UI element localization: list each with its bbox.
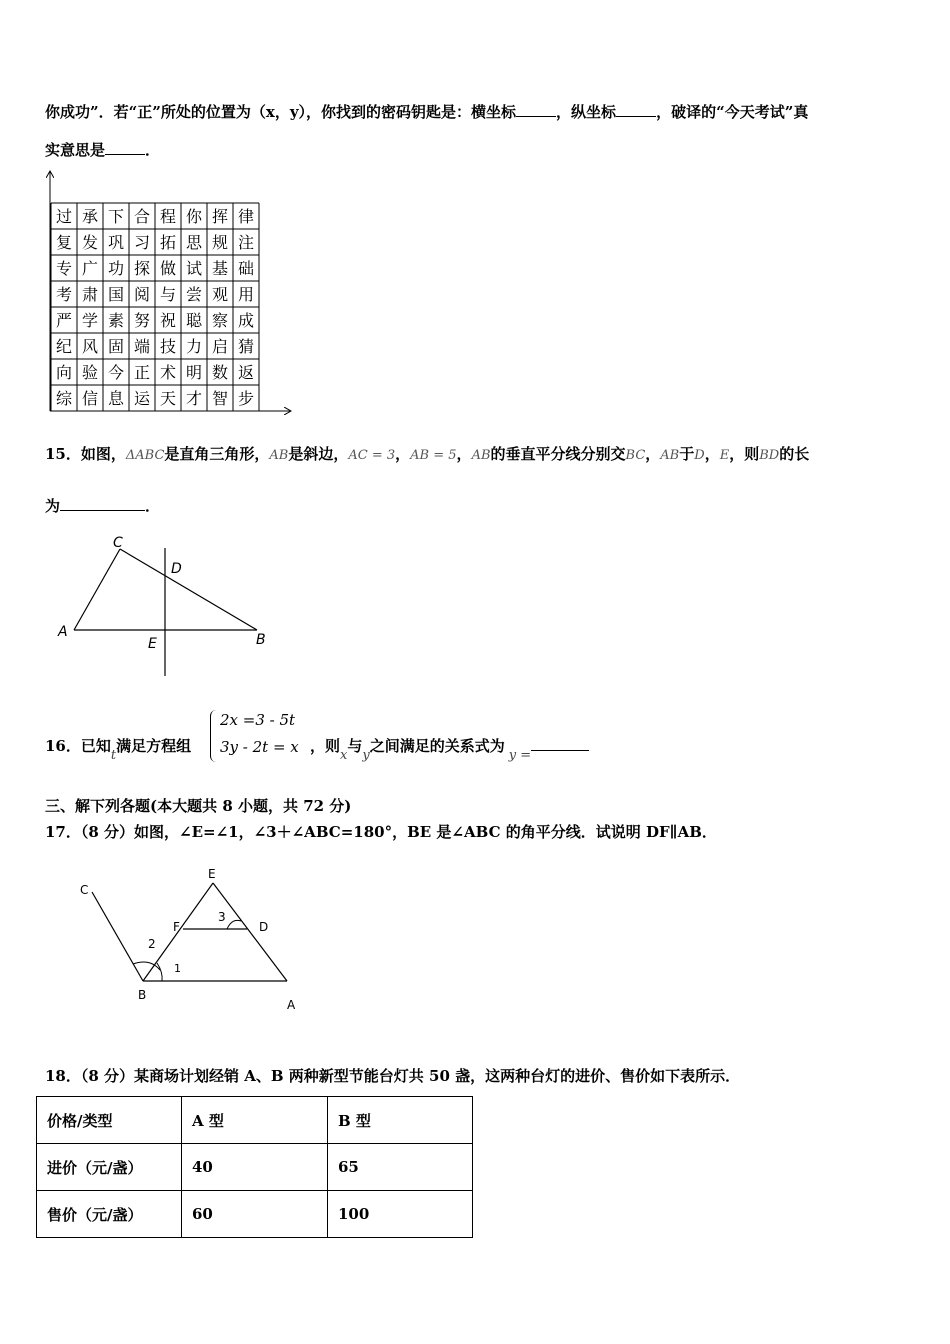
q16-var-y: y — [362, 748, 370, 763]
line-ea — [213, 883, 287, 981]
grid-cell-character: 发 — [81, 233, 99, 252]
q16-prefix: 16．已知 — [45, 737, 111, 755]
grid-cell-character: 合 — [133, 207, 151, 226]
grid-cell-character: 技 — [159, 337, 177, 356]
grid-cell-character: 固 — [107, 337, 125, 356]
header-b: B 型 — [328, 1097, 473, 1144]
grid-cell-character: 律 — [237, 207, 255, 226]
row-label: 进价（元/盏） — [37, 1144, 182, 1191]
grid-cell-character: 明 — [185, 363, 203, 382]
q14-character-grid — [40, 168, 300, 418]
grid-cell-character: 尝 — [185, 285, 203, 304]
q15-e: E — [719, 448, 730, 463]
header-a: A 型 — [182, 1097, 328, 1144]
grid-cell-character: 考 — [55, 285, 73, 304]
grid-cell-character: 础 — [237, 259, 255, 278]
grid-cell-character: 探 — [133, 259, 151, 278]
grid-cell-character: 注 — [237, 233, 255, 252]
cell-a: 40 — [182, 1144, 328, 1191]
side-cb — [120, 549, 257, 630]
grid-cell-character: 智 — [211, 389, 229, 408]
grid-cell-character: 肃 — [81, 285, 99, 304]
grid-cell-character: 功 — [107, 259, 125, 278]
grid-cell-character: 正 — [133, 363, 151, 382]
q16-var-x: x — [340, 748, 348, 763]
grid-cell-character: 下 — [107, 207, 125, 226]
q16-eq1: 2x =3 - 5t — [220, 711, 296, 729]
q15-bc: BC — [625, 448, 646, 463]
q17-text: 17．（8 分）如图，∠E=∠1，∠3＋∠ABC=180°，BE 是∠ABC 的角平分线．试说明 DF∥AB． — [45, 823, 717, 841]
q16-var-t: t — [110, 748, 117, 763]
q16-rel: 之间满足的关系式为 — [369, 737, 505, 755]
q16-brace — [210, 710, 219, 762]
label-a: A — [58, 624, 68, 640]
grid-cell-character: 观 — [211, 285, 229, 304]
q15-text6: 的长 — [779, 445, 810, 463]
label-c: C — [80, 883, 89, 897]
q15-ab5: AB = 5 — [410, 448, 457, 463]
q16-mid: 满足方程组 — [116, 737, 192, 755]
grid-cell-character: 过 — [55, 207, 73, 226]
table-header-row — [37, 1097, 473, 1144]
grid-cell-character: 步 — [237, 389, 255, 408]
q17-figure — [70, 862, 320, 1022]
grid-cell-character: 拓 — [159, 233, 177, 252]
label-e: E — [148, 636, 157, 652]
grid-cell-character: 做 — [159, 259, 177, 278]
q16-suffix-group — [310, 736, 589, 763]
grid-cell-character: 今 — [107, 363, 125, 382]
grid-cell-character: 努 — [133, 311, 151, 330]
label-2: 2 — [148, 937, 156, 951]
label-d: D — [259, 920, 269, 934]
grid-cell-character: 综 — [55, 389, 73, 408]
grid-cell-character: 向 — [55, 363, 73, 382]
q15-triangle-abc: ΔABC — [125, 448, 165, 463]
grid-cell-character: 思 — [185, 233, 203, 252]
grid-cell-character: 学 — [81, 311, 99, 330]
grid-cell-character: 聪 — [185, 311, 203, 330]
q14-blank-meaning — [105, 140, 145, 155]
cell-b: 65 — [328, 1144, 473, 1191]
q15-ab2: AB — [471, 448, 491, 463]
q15-text3: 的垂直平分线分别交 — [490, 445, 626, 463]
label-3: 3 — [218, 910, 226, 924]
q15-text4: 于 — [679, 445, 695, 463]
q14-blank-x — [516, 102, 556, 117]
q14-line1-mid: ，纵坐标 — [556, 103, 617, 121]
q15-text1: 是直角三角形， — [164, 445, 270, 463]
grid-cell-character: 成 — [237, 311, 255, 330]
grid-cell-character: 习 — [133, 233, 151, 252]
grid-cell-character: 程 — [159, 207, 177, 226]
grid-cell-character: 启 — [211, 337, 229, 356]
q15-line2 — [45, 496, 160, 516]
q18-text: 18．（8 分）某商场计划经销 A、B 两种新型节能台灯共 50 盏，这两种台灯的进价、售价如下表所示． — [45, 1067, 741, 1085]
grid-cell-character: 祝 — [159, 311, 177, 330]
grid-cell-character: 验 — [81, 363, 99, 382]
table-row — [37, 1144, 473, 1191]
grid-cell-character: 广 — [81, 259, 99, 278]
q15-d: D — [694, 448, 705, 463]
q14-line2-prefix: 实意思是 — [45, 141, 106, 159]
grid-cell-character: 天 — [159, 389, 177, 408]
grid-cell-character: 国 — [107, 285, 125, 304]
q18-price-table — [36, 1096, 473, 1238]
q14-line1-suffix: ，破译的“今天考试”真 — [656, 103, 809, 121]
q16-ans-prefix: y = — [508, 748, 532, 763]
angle-arc-3 — [227, 920, 241, 929]
q15-comma4: ， — [704, 445, 720, 463]
q15-text2: 是斜边， — [288, 445, 349, 463]
q16-blank — [531, 736, 589, 751]
grid-cell-character: 素 — [107, 311, 125, 330]
row-label: 售价（元/盏） — [37, 1191, 182, 1238]
grid-cell-character: 风 — [81, 337, 99, 356]
q16-then: ，则 — [310, 737, 341, 755]
grid-cell-character: 专 — [55, 259, 73, 278]
q15-text5: ，则 — [729, 445, 760, 463]
q15-ab: AB — [269, 448, 289, 463]
q15-comma2: ， — [456, 445, 472, 463]
q15-comma: ， — [395, 445, 411, 463]
q15-line2-prefix: 为 — [45, 497, 61, 515]
q16-eq2: 3y - 2t = x — [220, 738, 299, 756]
q15-ab3: AB — [660, 448, 680, 463]
q14-line1 — [45, 102, 808, 122]
grid-cell-character: 巩 — [107, 233, 125, 252]
grid-cell-character: 严 — [55, 311, 73, 330]
q15-num: 15．如图， — [45, 445, 126, 463]
grid-cell-character: 规 — [211, 233, 229, 252]
grid-cell-character: 力 — [185, 337, 203, 356]
q15-bd: BD — [759, 448, 780, 463]
grid-cell-character: 才 — [185, 389, 203, 408]
side-ac — [74, 549, 120, 630]
grid-cell-character: 基 — [211, 259, 229, 278]
grid-cell-character: 察 — [211, 311, 229, 330]
cell-a: 60 — [182, 1191, 328, 1238]
grid-cell-character: 承 — [81, 207, 99, 226]
grid-cell-character: 术 — [159, 363, 177, 382]
grid-cell-character: 数 — [211, 363, 229, 382]
grid-cell-character: 你 — [185, 207, 203, 226]
q15-triangle-figure — [52, 528, 282, 683]
label-c: C — [113, 535, 123, 551]
label-1: 1 — [174, 962, 181, 975]
section3-title: 三、解下列各题(本大题共 8 小题，共 72 分) — [45, 797, 352, 815]
q14-line2 — [45, 140, 160, 160]
grid-cell-character: 与 — [159, 285, 177, 304]
label-d: D — [171, 561, 182, 577]
grid-cell-character: 猜 — [237, 337, 255, 356]
q16-prefix-group — [45, 736, 192, 763]
grid-cell-character: 息 — [107, 389, 125, 408]
grid-cell-character: 运 — [133, 389, 151, 408]
grid-cell-character: 阅 — [133, 285, 151, 304]
table-row — [37, 1191, 473, 1238]
q15-line1 — [45, 444, 809, 466]
cell-b: 100 — [328, 1191, 473, 1238]
label-e: E — [208, 867, 216, 881]
grid-cell-character: 返 — [237, 363, 255, 382]
line-cb — [92, 892, 143, 981]
grid-cell-character: 试 — [185, 259, 203, 278]
grid-cell-character: 信 — [81, 389, 99, 408]
header-type: 价格/类型 — [37, 1097, 182, 1144]
label-f: F — [173, 920, 180, 934]
q16-and: 与 — [347, 737, 363, 755]
label-b: B — [138, 988, 147, 1002]
label-a: A — [287, 998, 296, 1012]
grid-cell-character: 端 — [133, 337, 151, 356]
grid-cell-character: 用 — [237, 285, 255, 304]
grid-cell-character: 纪 — [55, 337, 73, 356]
angle-arc-1 — [157, 963, 162, 981]
q14-blank-y — [616, 102, 656, 117]
q15-blank — [60, 496, 145, 511]
q14-line2-suffix: ． — [145, 141, 161, 159]
q14-line1-prefix: 你成功”．若“正”所处的位置为（x，y），你找到的密码钥匙是：横坐标 — [45, 103, 517, 121]
q15-comma3: ， — [645, 445, 661, 463]
label-b: B — [256, 632, 266, 648]
q15-ac: AC = 3 — [348, 448, 396, 463]
grid-cell-character: 挥 — [211, 207, 229, 226]
q15-line2-suffix: ． — [145, 497, 161, 515]
grid-cell-character: 复 — [55, 233, 73, 252]
